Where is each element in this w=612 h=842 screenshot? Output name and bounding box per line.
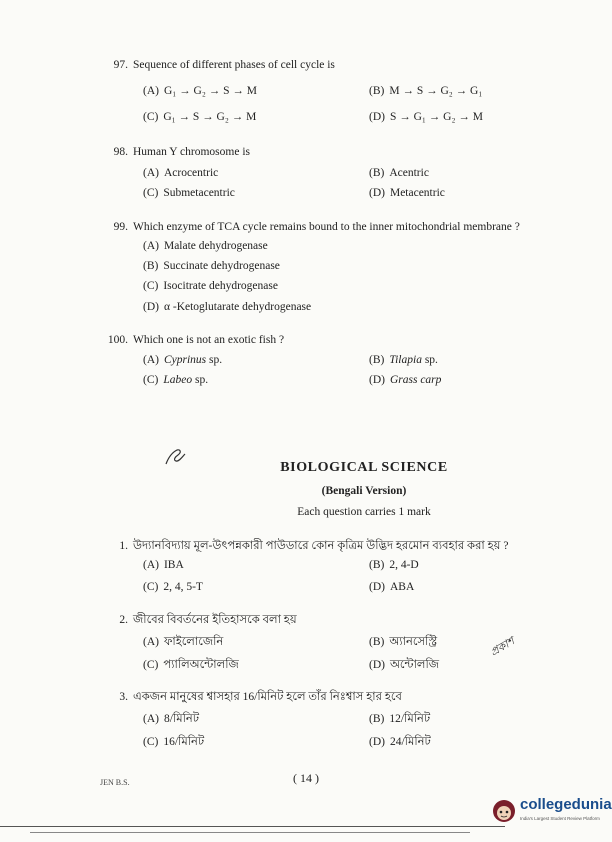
bottom-rule xyxy=(0,826,505,827)
option-bn3-b: (B) 12/মিনিট xyxy=(369,713,431,725)
option-97-b: (B) M → S → G₂ → G₁ xyxy=(369,85,483,97)
option-bn3-a: (A) 8/মিনিট xyxy=(143,713,200,725)
brand-name: collegedunia xyxy=(520,796,612,813)
option-bn3-d: (D) 24/মিনিট xyxy=(369,736,431,748)
option-bn1-a: (A) IBA xyxy=(143,559,184,571)
question-99: 99. Which enzyme of TCA cycle remains bound to the inner mitochondrial membrane ? xyxy=(113,221,520,233)
option-100-d: (D) Grass carp xyxy=(369,374,442,386)
option-97-d: (D) S → G₁ → G₂ → M xyxy=(369,111,483,123)
handwritten-stamp: প্রকাশ xyxy=(488,635,517,659)
option-bn1-b: (B) 2, 4-D xyxy=(369,559,419,571)
question-bn-1: 1. উদ্যানবিদ্যায় মূল-উৎপন্নকারী পাউডারে কোন কৃত্রিম উদ্ভিদ হরমোন ব্যবহার করা হয় ? xyxy=(119,540,509,552)
option-100-c: (C) Labeo sp. xyxy=(143,374,209,386)
option-100-b: (B) Tilapia sp. xyxy=(369,354,438,366)
option-bn1-c: (C) 2, 4, 5-T xyxy=(143,581,203,593)
option-bn3-c: (C) 16/মিনিট xyxy=(143,736,205,748)
option-97-a: (A) G₁ → G₂ → S → M xyxy=(143,85,257,97)
option-bn2-d: (D) অন্টোলজি xyxy=(369,659,440,671)
option-99-d: (D) α -Ketoglutarate dehydrogenase xyxy=(143,301,312,313)
option-99-b: (B) Succinate dehydrogenase xyxy=(143,260,280,272)
option-bn2-b: (B) অ্যানসেস্ট্রি xyxy=(369,636,438,648)
option-98-b: (B) Acentric xyxy=(369,167,429,179)
option-bn2-a: (A) ফাইলোজেনি xyxy=(143,636,224,648)
option-99-a: (A) Malate dehydrogenase xyxy=(143,240,268,252)
option-bn1-d: (D) ABA xyxy=(369,581,415,593)
section-subtitle: (Bengali Version) xyxy=(321,485,407,497)
option-98-a: (A) Acrocentric xyxy=(143,167,219,179)
collegedunia-logo xyxy=(490,792,612,834)
option-100-a: (A) Cyprinus sp. xyxy=(143,354,223,366)
question-98: 98. Human Y chromosome is xyxy=(113,146,251,158)
option-98-c: (C) Submetacentric xyxy=(143,187,235,199)
option-97-c: (C) G₁ → S → G₂ → M xyxy=(143,111,257,123)
question-bn-3: 3. একজন মানুষের শ্বাসহার 16/মিনিট হলে তাঁর নিঃশ্বাস হার হবে xyxy=(119,691,402,703)
brand-tagline: India's Largest Student Review Platform xyxy=(520,816,600,821)
section-title: BIOLOGICAL SCIENCE xyxy=(280,460,448,475)
question-97: 97. Sequence of different phases of cell cycle is xyxy=(113,59,335,71)
question-bn-2: 2. জীবের বিবর্তনের ইতিহাসকে বলা হয় xyxy=(119,614,297,626)
option-bn2-c: (C) প্যালিঅন্টোলজি xyxy=(143,659,239,671)
question-100: 100. Which one is not an exotic fish ? xyxy=(107,334,285,346)
option-98-d: (D) Metacentric xyxy=(369,187,445,199)
option-99-c: (C) Isocitrate dehydrogenase xyxy=(143,280,278,292)
bottom-rule-2 xyxy=(30,832,470,833)
logo-mascot-icon xyxy=(490,796,518,828)
marks-note: Each question carries 1 mark xyxy=(297,506,431,518)
page-number: ( 14 ) xyxy=(293,771,319,785)
exam-code: JEN B.S. xyxy=(100,778,130,787)
